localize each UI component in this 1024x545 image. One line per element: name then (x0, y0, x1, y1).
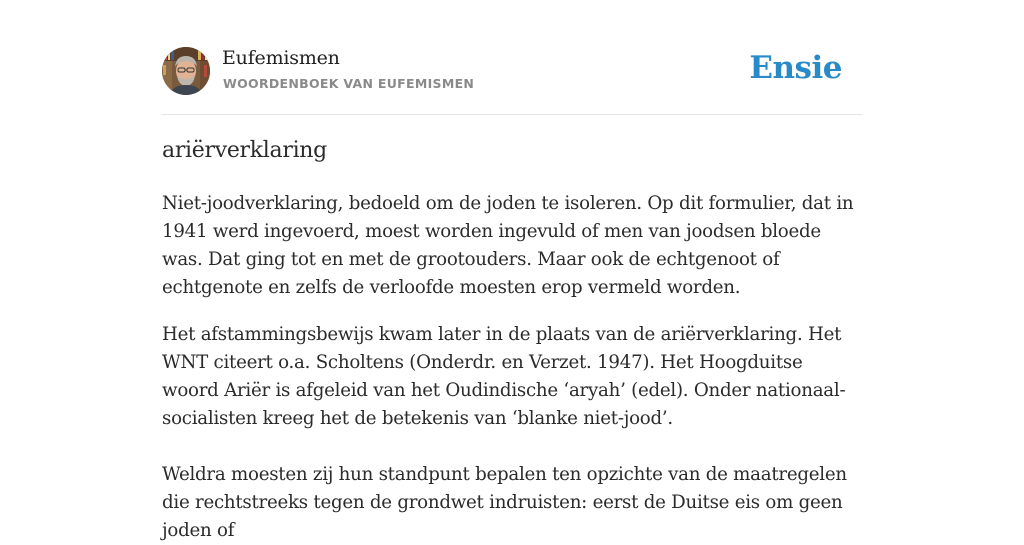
avatar[interactable] (162, 47, 210, 95)
author-portrait-icon (162, 47, 210, 95)
page-container (162, 46, 862, 541)
entry-paragraph: Weldra moesten zij hun standpunt bepalen ten opzichte van de maatregelen die rechtstreeks tegen de grondwet indruisten: eerst de Duitse eis om geen joden of (162, 464, 847, 541)
entry-body (162, 190, 862, 545)
entry-paragraph: Het afstammingsbewijs kwam later in de plaats van de ariërverklaring. Het WNT citeert o.a. Scholtens (Onderdr. en Verzet. 1947). Het Hoogduitse woord Ariër is afgeleid van het Oudindische ‘aryah’ (edel). Onder nationaal-socialisten kreeg het de betekenis van ‘blanke niet-jood’. (162, 324, 846, 429)
site-name[interactable]: Eufemismen (222, 47, 340, 69)
entry-paragraph: Niet-joodverklaring, bedoeld om de joden te isoleren. Op dit formulier, dat in 1941 werd ingevoerd, moest worden ingevuld of men van joodsen bloede was. Dat ging tot en met de grootouders. Maar ook de echtgenoot of echtgenote en zelfs de verloofde moesten erop vermeld worden. (162, 193, 854, 298)
entry-title: ariërverklaring (162, 138, 327, 163)
site-subtitle: WOORDENBOEK VAN EUFEMISMEN (223, 76, 475, 91)
brand-logo[interactable]: Ensie (749, 50, 842, 86)
site-header (162, 46, 862, 115)
